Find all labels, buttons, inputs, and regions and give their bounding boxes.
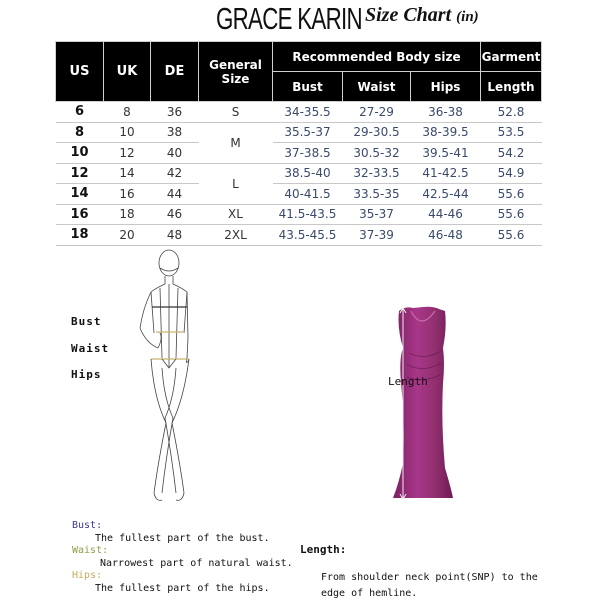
table-row xyxy=(56,122,542,143)
cell-bust: 43.5-45.5 xyxy=(273,225,343,246)
cell-hips: 39.5-41 xyxy=(411,143,481,164)
cell-hips: 41-42.5 xyxy=(411,163,481,184)
legend-waist-desc: Narrowest part of natural waist. xyxy=(100,557,293,569)
header-length: Length xyxy=(481,72,542,102)
table-row xyxy=(56,163,542,184)
dress-image xyxy=(385,303,465,503)
cell-length: 53.5 xyxy=(481,122,542,143)
header-general-size: General Size xyxy=(199,42,273,102)
cell-us: 16 xyxy=(56,204,104,225)
cell-us: 6 xyxy=(56,102,104,123)
title-text: Size Chart xyxy=(365,4,452,26)
cell-length: 54.2 xyxy=(481,143,542,164)
cell-hips: 38-39.5 xyxy=(411,122,481,143)
legend-bust-key: Bust: xyxy=(72,520,103,531)
table-row xyxy=(56,204,542,225)
cell-waist: 35-37 xyxy=(343,204,411,225)
cell-bust: 38.5-40 xyxy=(273,163,343,184)
cell-general: L xyxy=(199,163,273,204)
cell-waist: 33.5-35 xyxy=(343,184,411,205)
cell-bust: 40-41.5 xyxy=(273,184,343,205)
cell-uk: 16 xyxy=(104,184,151,205)
legend-hips-desc: The fullest part of the hips. xyxy=(95,582,270,594)
cell-de: 40 xyxy=(151,143,199,164)
header-hips: Hips xyxy=(411,72,481,102)
cell-us: 12 xyxy=(56,163,104,184)
head-icon xyxy=(159,250,179,276)
cell-waist: 32-33.5 xyxy=(343,163,411,184)
header-bust: Bust xyxy=(273,72,343,102)
cell-de: 42 xyxy=(151,163,199,184)
cell-length: 54.9 xyxy=(481,163,542,184)
legend-length-key: Length: xyxy=(300,543,347,556)
cell-de: 46 xyxy=(151,204,199,225)
size-table xyxy=(55,41,542,246)
table-row xyxy=(56,102,542,123)
cell-waist: 37-39 xyxy=(343,225,411,246)
figure-label-hips: Hips xyxy=(71,368,102,381)
cell-us: 10 xyxy=(56,143,104,164)
table-row xyxy=(56,184,542,205)
figure-label-bust: Bust xyxy=(71,315,102,328)
cell-general: S xyxy=(199,102,273,123)
cell-bust: 35.5-37 xyxy=(273,122,343,143)
dress-length-label: Length xyxy=(388,375,428,388)
cell-length: 55.6 xyxy=(481,225,542,246)
cell-uk: 8 xyxy=(104,102,151,123)
legend-bust-desc: The fullest part of the bust. xyxy=(95,532,270,544)
figure-label-waist: Waist xyxy=(71,342,110,355)
cell-hips: 36-38 xyxy=(411,102,481,123)
cell-length: 55.6 xyxy=(481,204,542,225)
cell-length: 52.8 xyxy=(481,102,542,123)
header-uk: UK xyxy=(104,42,151,102)
cell-waist: 30.5-32 xyxy=(343,143,411,164)
cell-us: 14 xyxy=(56,184,104,205)
cell-us: 18 xyxy=(56,225,104,246)
header-waist: Waist xyxy=(343,72,411,102)
measurement-legend xyxy=(72,520,293,596)
header-us: US xyxy=(56,42,104,102)
cell-length: 55.6 xyxy=(481,184,542,205)
cell-general: M xyxy=(199,122,273,163)
cell-bust: 34-35.5 xyxy=(273,102,343,123)
cell-uk: 10 xyxy=(104,122,151,143)
cell-de: 48 xyxy=(151,225,199,246)
cell-uk: 12 xyxy=(104,143,151,164)
cell-uk: 18 xyxy=(104,204,151,225)
header-de: DE xyxy=(151,42,199,102)
cell-de: 44 xyxy=(151,184,199,205)
cell-de: 36 xyxy=(151,102,199,123)
cell-general: 2XL xyxy=(199,225,273,246)
table-row xyxy=(56,225,542,246)
table-row xyxy=(56,143,542,164)
cell-hips: 42.5-44 xyxy=(411,184,481,205)
cell-de: 38 xyxy=(151,122,199,143)
cell-uk: 14 xyxy=(104,163,151,184)
cell-bust: 37-38.5 xyxy=(273,143,343,164)
unit-label: (in) xyxy=(456,9,479,25)
legend-waist-key: Waist: xyxy=(72,545,109,557)
header-garment-group: Garment xyxy=(481,42,542,72)
cell-waist: 29-30.5 xyxy=(343,122,411,143)
page-title xyxy=(365,4,479,27)
legend-hips-key: Hips: xyxy=(72,570,103,582)
legend-length-desc: From shoulder neck point(SNP) to the edge of hemline. xyxy=(321,572,538,599)
cell-uk: 20 xyxy=(104,225,151,246)
cell-bust: 41.5-43.5 xyxy=(273,204,343,225)
cell-general: XL xyxy=(199,204,273,225)
cell-us: 8 xyxy=(56,122,104,143)
cell-hips: 46-48 xyxy=(411,225,481,246)
cell-hips: 44-46 xyxy=(411,204,481,225)
brand-logo: GRACE KARIN xyxy=(216,1,362,36)
body-figure-illustration xyxy=(118,248,218,508)
header-body-size-group: Recommended Body size xyxy=(273,42,481,72)
cell-waist: 27-29 xyxy=(343,102,411,123)
